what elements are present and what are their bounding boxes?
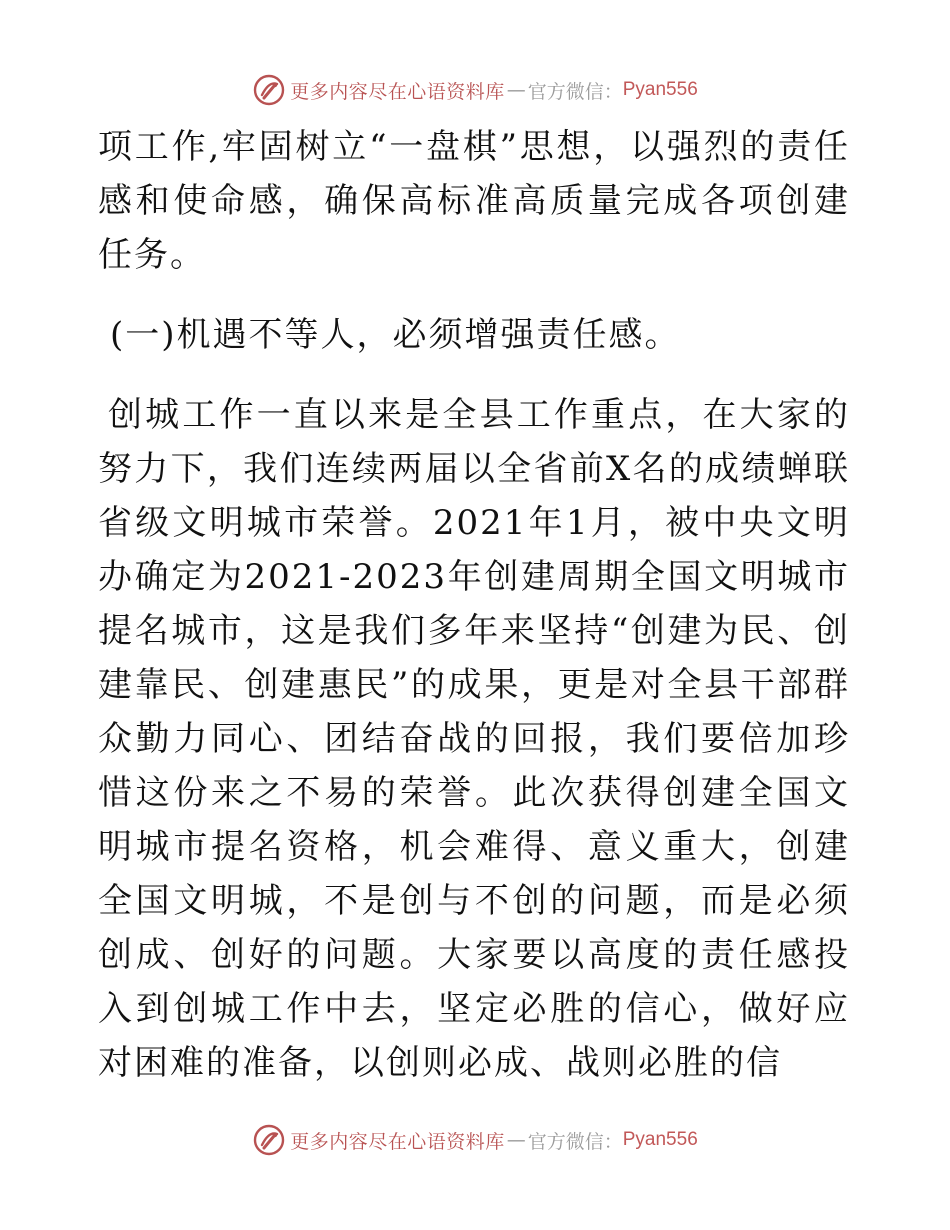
pen-seal-icon [252,73,286,107]
paragraph-continuation: 项工作,牢固树立“一盘棋”思想，以强烈的责任感和使命感，确保高标准高质量完成各项创建任务。 [98,127,850,275]
watermark-wechat-label: 官方微信： [527,80,623,103]
watermark-separator: — [506,79,526,101]
watermark-wechat-id: Pyan556 [622,79,698,100]
header-watermark [0,70,950,110]
watermark-text: 更多内容尽在心语资料库 [290,80,505,103]
pen-seal-icon [252,1123,286,1157]
watermark-separator: — [506,1129,526,1151]
watermark-wechat-id: Pyan556 [622,1129,698,1150]
footer-watermark [0,1120,950,1160]
document-body [98,120,850,1090]
watermark-wechat-label: 官方微信： [527,1130,623,1153]
section-heading: (一)机遇不等人，必须增强责任感。 [110,315,681,355]
watermark-text: 更多内容尽在心语资料库 [290,1130,505,1153]
paragraph-body: 创城工作一直以来是全县工作重点，在大家的努力下，我们连续两届以全省前X名的成绩蝉联省级文明城市荣誉。2021年1月，被中央文明办确定为2021-2023年创建周期全国文明城市提名城市，这是我们多年来坚持“创建为民、创建靠民、创建惠民”的成果，更是对全县干部群众勤力同心、团结奋战的回报，我们要倍加珍惜这份来之不易的荣誉。此次获得创建全国文明城市提名资格，机会难得、意义重大，创建全国文明城，不是创与不创的问题，而是必须创成、创好的问题。大家要以高度的责任感投入到创城工作中去，坚定必胜的信心，做好应对困难的准备，以创则必成、战则必胜的信 [98,395,850,1083]
